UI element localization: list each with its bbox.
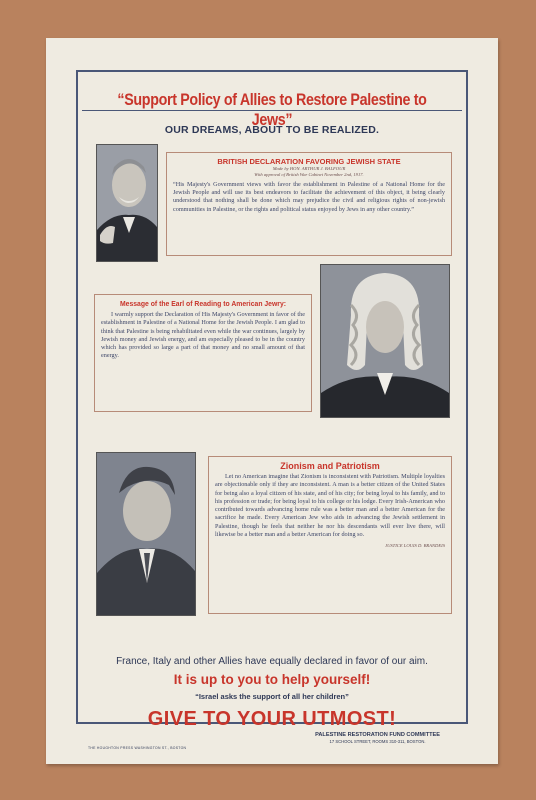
committee-name: PALESTINE RESTORATION FUND COMMITTEE <box>315 732 440 738</box>
poster <box>46 38 498 764</box>
balfour-made-by: Made by HON. ARTHUR J. BALFOUR <box>272 166 346 171</box>
brandeis-box-title: Zionism and Patriotism <box>280 461 380 471</box>
committee-block <box>315 732 440 744</box>
allies-statement: France, Italy and other Allies have equally declared in favor of our aim. <box>116 656 428 667</box>
brandeis-portrait <box>96 452 196 616</box>
poster-frame <box>76 70 468 750</box>
committee-address: 17 SCHOOL STREET, ROOMS 310-311, BOSTON. <box>329 739 426 744</box>
balfour-quote: “His Majesty's Government views with favor the establishment in Palestine of a National Home for the Jewish People and will use its best endeavors to facilitate the achievement of this object, it being clearly understood that nothing shall be done which may prejudice the civil and religious rights of non-jewish communities in Palestine, or the rights and political status enjoyed by Jews in any other country.” <box>173 180 445 213</box>
israel-support-line: “Israel asks the support of all her children” <box>195 692 349 701</box>
printer-credit: THE HOUGHTON PRESS WASHINGTON ST., BOSTON <box>88 746 187 750</box>
poster-headline: “Support Policy of Allies to Restore Palestine to Jews” <box>117 90 427 129</box>
balfour-box-title: BRITISH DECLARATION FAVORING JEWISH STATE <box>217 157 401 166</box>
reading-message-box <box>94 294 312 412</box>
give-slogan: GIVE TO YOUR UTMOST! <box>147 708 397 730</box>
reading-box-title: Message of the Earl of Reading to American Jewry: <box>119 299 287 308</box>
earl-of-reading-portrait <box>320 264 450 418</box>
brandeis-text: Let no American imagine that Zionism is inconsistent with Patriotism. Multiple loyalties are objectionable only if they are inconsistent. A man is a better citizen of the United States for being also a loyal citizen of his state, and of his city; for being loyal to his family, and to his profession or trade; for being loyal to his college or his lodge. Every Irish-American who contributed towards advancing home rule was a better man and a better American for the sacrifice he made. Every American Jew who aids in advancing the Jewish settlement in Palestine, though he feels that neither he nor his descendants will ever live there, will likewise be a better man and a better American for doing so. <box>215 473 445 538</box>
poster-subhead: OUR DREAMS, ABOUT TO BE REALIZED. <box>164 124 380 136</box>
balfour-approval: With approval of British War Cabinet November 2nd, 1917. <box>254 171 364 177</box>
reading-message: I warmly support the Declaration of His Majesty's Government in favor of the establishment in Palestine of a National Home for the Jewish People. I am glad to think that Palestine is being rehabilitated even while the war continues, largely by Jewish money and Jewish energy, and am especially pleased to be in the country which has provided so large a part of that money and no small amount of that energy. <box>101 311 305 360</box>
help-yourself-slogan: It is up to you to help yourself! <box>173 672 371 687</box>
zionism-patriotism-box <box>208 456 452 614</box>
balfour-declaration-box <box>166 152 452 256</box>
brandeis-signature: JUSTICE LOUIS D. BRANDEIS <box>385 543 445 548</box>
balfour-portrait <box>96 144 158 262</box>
